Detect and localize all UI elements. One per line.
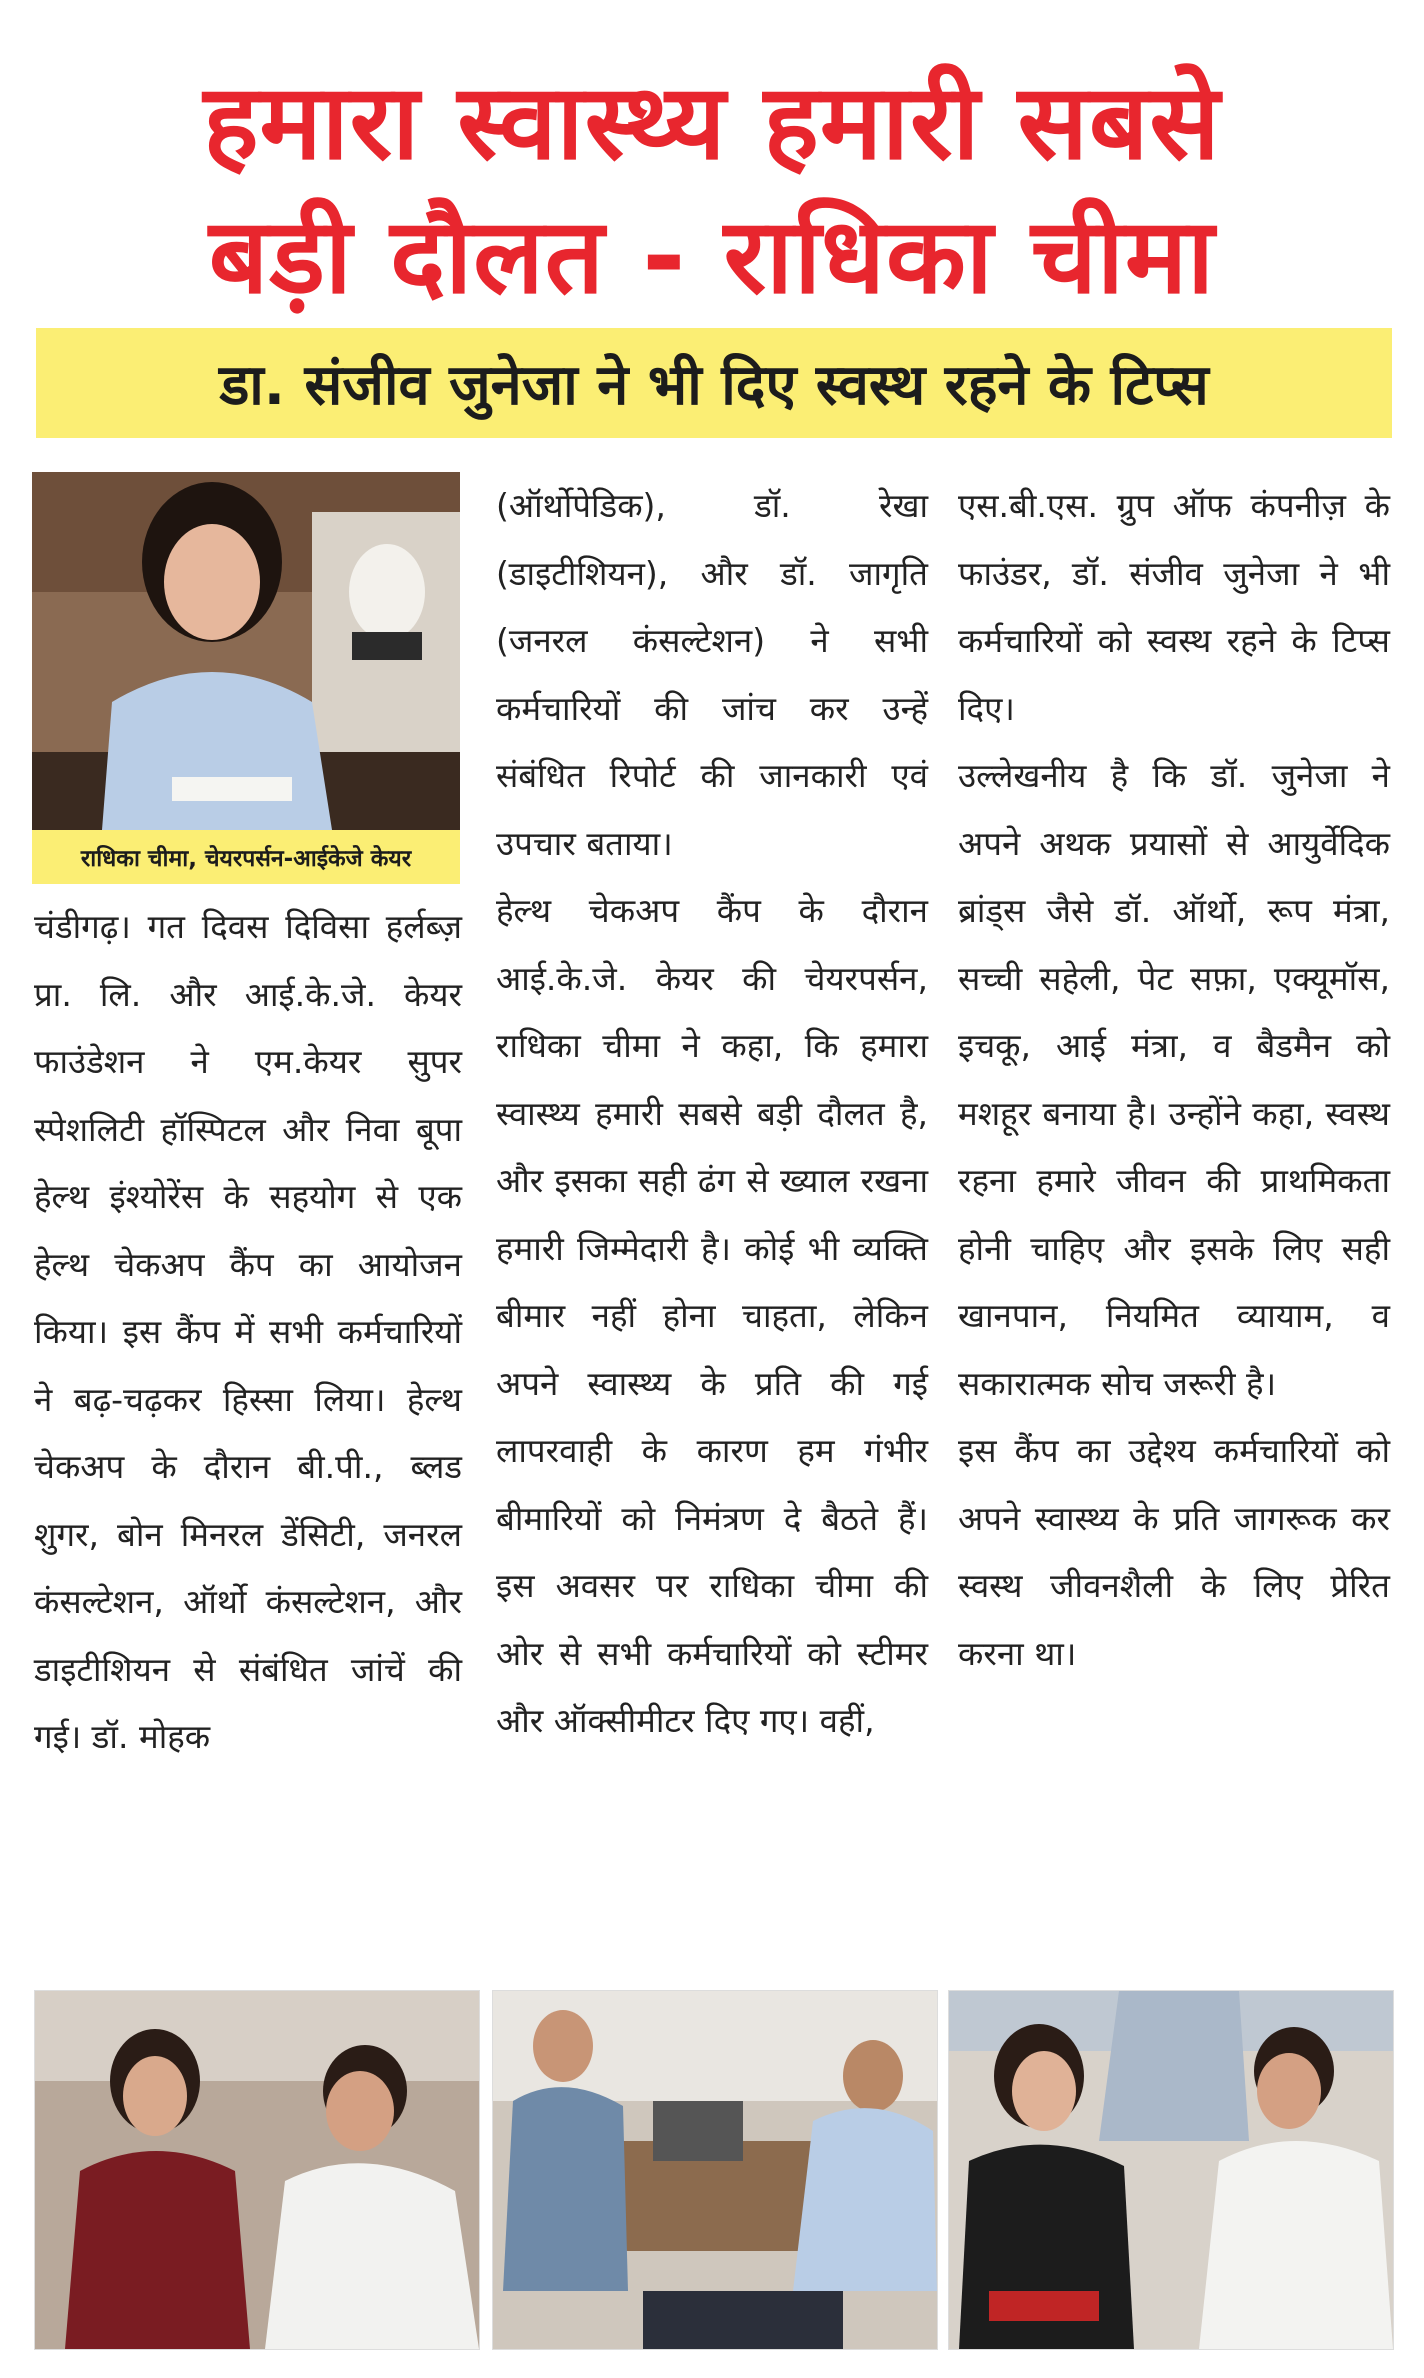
article-paragraph: हेल्थ चेकअप कैंप के दौरान आई.के.जे. केयर की चेयरपर्सन, राधिका चीमा ने कहा, कि हमारा स्वास्थ्य हमारी सबसे बड़ी दौलत है, और इसका सही ढंग से ख्याल रखना हमारी जिम्मेदारी है। कोई भी व्यक्ति बीमार नहीं होना चाहता, लेकिन अपने स्वास्थ्य के प्रति की गई लापरवाही के कारण हम गंभीर बीमारियों को निमंत्रण दे बैठते हैं। इस अवसर पर राधिका चीमा की ओर से सभी कर्मचारियों को स्टीमर और ऑक्सीमीटर दिए गए। वहीं,: [496, 891, 928, 1740]
article-column-1: [34, 893, 462, 1771]
article-paragraph: चंडीगढ़। गत दिवस दिविसा हर्लब्ज़ प्रा. लि. और आई.के.जे. केयर फाउंडेशन ने एम.केयर सुपर स्पेशलिटी हॉस्पिटल और निवा बूपा हेल्थ इंश्योरेंस के सहयोग से एक हेल्थ चेकअप कैंप का आयोजन किया। इस कैंप में सभी कर्मचारियों ने बढ़-चढ़कर हिस्सा लिया। हेल्थ चेकअप के दौरान बी.पी., ब्लड शुगर, बोन मिनरल डेंसिटी, जनरल कंसल्टेशन, ऑर्थो कंसल्टेशन, और डाइटीशियन से संबंधित जांचें की गई। डॉ. मोहक: [34, 907, 462, 1756]
headline-line-1: हमारा स्वास्थ्य हमारी सबसे: [203, 61, 1221, 183]
article-paragraph: इस कैंप का उद्देश्य कर्मचारियों को अपने स्वास्थ्य के प्रति जागरूक कर स्वस्थ जीवनशैली के लिए प्रेरित करना था।: [958, 1431, 1390, 1673]
headline-line-2: बड़ी दौलत - राधिका चीमा: [208, 195, 1216, 317]
headline: [0, 55, 1424, 323]
subheadline: डा. संजीव जुनेजा ने भी दिए स्वस्थ रहने के टिप्स: [219, 353, 1209, 418]
article-paragraph: (ऑर्थोपेडिक), डॉ. रेखा (डाइटीशियन), और डॉ. जागृति (जनरल कंसल्टेशन) ने सभी कर्मचारियों की जांच कर उन्हें संबंधित रिपोर्ट की जानकारी एवं उपचार बताया।: [496, 486, 928, 863]
article-paragraph: एस.बी.एस. ग्रुप ऑफ कंपनीज़ के फाउंडर, डॉ. संजीव जुनेजा ने भी कर्मचारियों को स्वस्थ रहने के टिप्स दिए।: [958, 486, 1390, 728]
article-paragraph: उल्लेखनीय है कि डॉ. जुनेजा ने अपने अथक प्रयासों से आयुर्वेदिक ब्रांड्स जैसे डॉ. ऑर्थो, रूप मंत्रा, सच्ची सहेली, पेट सफ़ा, एक्यूमॉस, इचकू, आई मंत्रा, व बैडमैन को मशहूर बनाया है। उन्होंने कहा, स्वस्थ रहना हमारे जीवन की प्राथमिकता होनी चाहिए और इसके लिए सही खानपान, नियमित व्यायाम, व सकारात्मक सोच जरूरी है।: [958, 756, 1390, 1403]
event-photo-bp-check: [34, 1990, 480, 2350]
subheadline-bar: [36, 328, 1392, 438]
photo-caption: [32, 830, 460, 884]
event-photo-pulse-check: [948, 1990, 1394, 2350]
event-photo-consultation: [492, 1990, 938, 2350]
portrait-photo: [32, 472, 460, 830]
article-column-2: [496, 472, 928, 1755]
article-column-3: [958, 472, 1390, 1687]
photo-caption-text: राधिका चीमा, चेयरपर्सन-आईकेजे केयर: [80, 846, 412, 872]
